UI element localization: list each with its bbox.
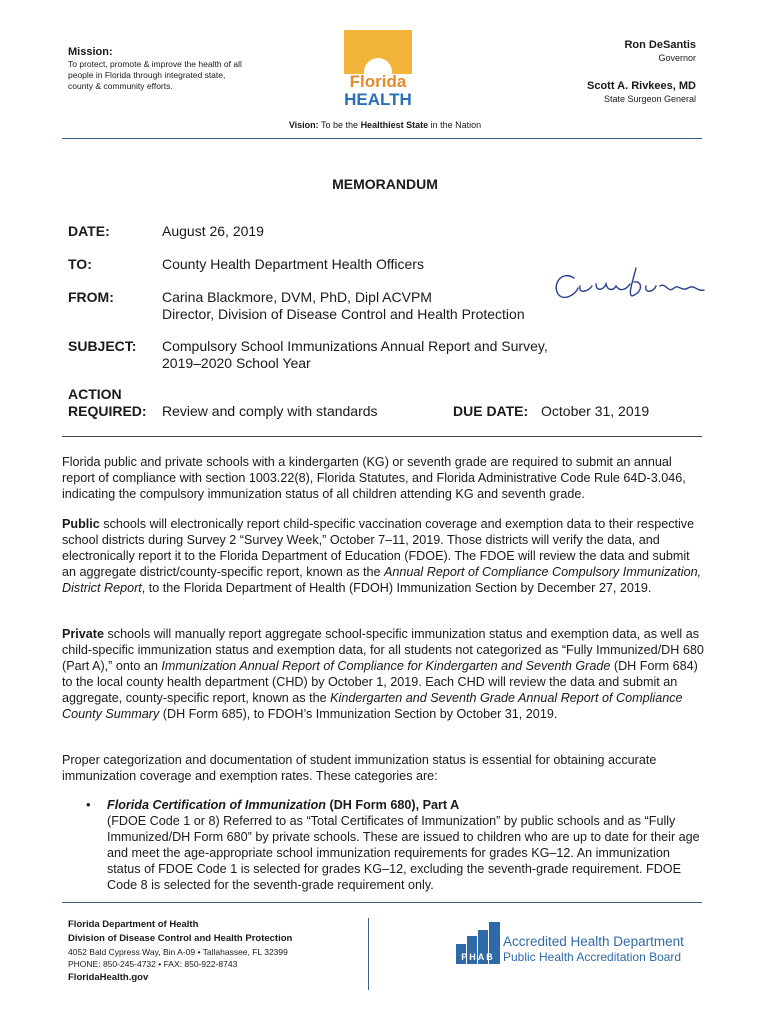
paragraph-2-italic: Annual Report of Compliance Compulsory Immunization, District Report — [62, 565, 702, 595]
due-date-value: October 31, 2019 — [541, 403, 650, 419]
paragraph-1: Florida public and private schools with a kindergarten (KG) or seventh grade are required to submit an annual report of compliance with section 1003.22(8), Florida Statutes, and Florida Administrative Code Rule 64D-3.046, indicating the compulsory immunization status of all children attending KG and seventh grade. — [62, 455, 686, 501]
paragraph-2-lead: Public — [62, 517, 100, 531]
subject-line-2: 2019–2020 School Year — [162, 355, 311, 371]
footer-divider — [62, 902, 702, 903]
date-value: August 26, 2019 — [162, 223, 264, 239]
paragraph-3-text-c: (DH Form 685), to FDOH’s Immunization Section by October 31, 2019. — [159, 707, 558, 721]
footer-division: Division of Disease Control and Health Protection — [68, 933, 293, 944]
footer-phone: PHONE: 850-245-4732 • FAX: 850-922-8743 — [68, 959, 238, 969]
to-value: County Health Department Health Officers — [162, 256, 424, 272]
action-label-2: REQUIRED: — [68, 403, 147, 419]
surgeon-general-title: State Surgeon General — [603, 94, 696, 104]
memo-title: MEMORANDUM — [332, 176, 438, 192]
phab-logo-icon — [456, 922, 500, 964]
header-divider — [62, 138, 702, 139]
phab-letters: PHAB — [461, 952, 495, 962]
footer-address: 4052 Bald Cypress Way, Bin A-09 • Tallahassee, FL 32399 — [68, 947, 288, 957]
mission-title: Mission: — [68, 46, 113, 58]
memo-divider — [62, 436, 702, 437]
paragraph-3-italic-1: Immunization Annual Report of Compliance for Kindergarten and Seventh Grade — [161, 659, 611, 673]
action-label-1: ACTION — [68, 386, 122, 402]
logo-sun-icon — [344, 30, 412, 74]
mission-text: To protect, promote & improve the health of all people in Florida through integrated state, county & community efforts. — [68, 59, 242, 91]
accredited-line-2: Public Health Accreditation Board — [503, 950, 682, 964]
vision-statement — [0, 120, 770, 130]
paragraph-3-text-a: schools will manually report aggregate school-specific immunization status and exemption data, as well as child-specific immunization status and exemption data, for all students not categorized as “Fully Immunized/DH 680 (Part A),” onto an — [62, 627, 704, 673]
subject-line-1: Compulsory School Immunizations Annual Report and Survey, — [162, 338, 548, 354]
bullet-title — [107, 797, 705, 813]
footer-dept: Florida Department of Health — [68, 919, 199, 930]
paragraph-3-lead: Private — [62, 627, 105, 641]
paragraph-3-italic-2: Kindergarten and Seventh Grade Annual Report of Compliance County Summary — [62, 691, 683, 721]
governor-title: Governor — [658, 53, 696, 63]
action-value: Review and comply with standards — [162, 403, 378, 419]
bullet-marker: • — [86, 797, 91, 812]
logo-health-text: HEALTH — [344, 90, 412, 109]
paragraph-3-text-b: (DH Form 684) to the local county health department (CHD) by October 1, 2019. Each CHD will review the data and submit an aggregate, county-specific report, known as the — [62, 659, 698, 705]
due-date-label: DUE DATE: — [453, 403, 529, 419]
from-line-2: Director, Division of Disease Control and Health Protection — [162, 306, 525, 322]
paragraph-3 — [62, 626, 706, 722]
florida-health-logo — [344, 30, 412, 110]
vision-text-1: To be the — [321, 120, 359, 130]
bullet-title-italic: Florida Certification of Immunization — [107, 798, 326, 812]
footer-website[interactable]: FloridaHealth.gov — [68, 972, 149, 983]
vision-text-bold: Healthiest State — [360, 120, 429, 130]
from-label: FROM: — [68, 289, 114, 305]
vision-label: Vision: — [288, 120, 319, 130]
bullet-text: (FDOE Code 1 or 8) Referred to as “Total Certificates of Immunization” by public schools and as “Fully Immunized/DH Form 680” by private schools. These are issued to children who are up to date for their age and meet the age-appropriate school immunization requirements for grades KG–12. An immunization status of FDOE Code 1 is selected for grades KG–12, excluding the seventh-grade requirement. FDOE Code 8 is selected for the seventh-grade requirement only. — [107, 814, 700, 892]
from-line-1: Carina Blackmore, DVM, PhD, Dipl ACVPM — [162, 289, 432, 305]
governor-name: Ron DeSantis — [624, 39, 696, 51]
signature — [548, 264, 708, 310]
paragraph-2 — [62, 516, 706, 596]
accredited-line-1: Accredited Health Department — [503, 934, 684, 949]
vision-text-2: in the Nation — [430, 120, 482, 130]
date-label: DATE: — [68, 223, 110, 239]
subject-label: SUBJECT: — [68, 338, 137, 354]
paragraph-2-text-a: schools will electronically report child-specific vaccination coverage and exemption data to their respective school districts during Survey 2 “Survey Week,” October 7–11, 2019. Those districts will verify the data, and electronically report it to the Florida Department of Education (FDOE). The FDOE will review the data and submit an aggregate district/county-specific report, known as the — [62, 517, 695, 579]
bullet-title-rest: (DH Form 680), Part A — [326, 798, 460, 812]
logo-florida-text: Florida — [349, 72, 407, 91]
to-label: TO: — [68, 256, 92, 272]
surgeon-general-name: Scott A. Rivkees, MD — [586, 80, 696, 92]
signature-stroke — [556, 268, 704, 297]
paragraph-4: Proper categorization and documentation of student immunization status is essential for obtaining accurate immunization coverage and exemption rates. These categories are: — [62, 753, 657, 783]
footer-vertical-divider — [368, 918, 369, 990]
paragraph-2-text-b: , to the Florida Department of Health (FDOH) Immunization Section by December 27, 2019. — [141, 581, 652, 595]
